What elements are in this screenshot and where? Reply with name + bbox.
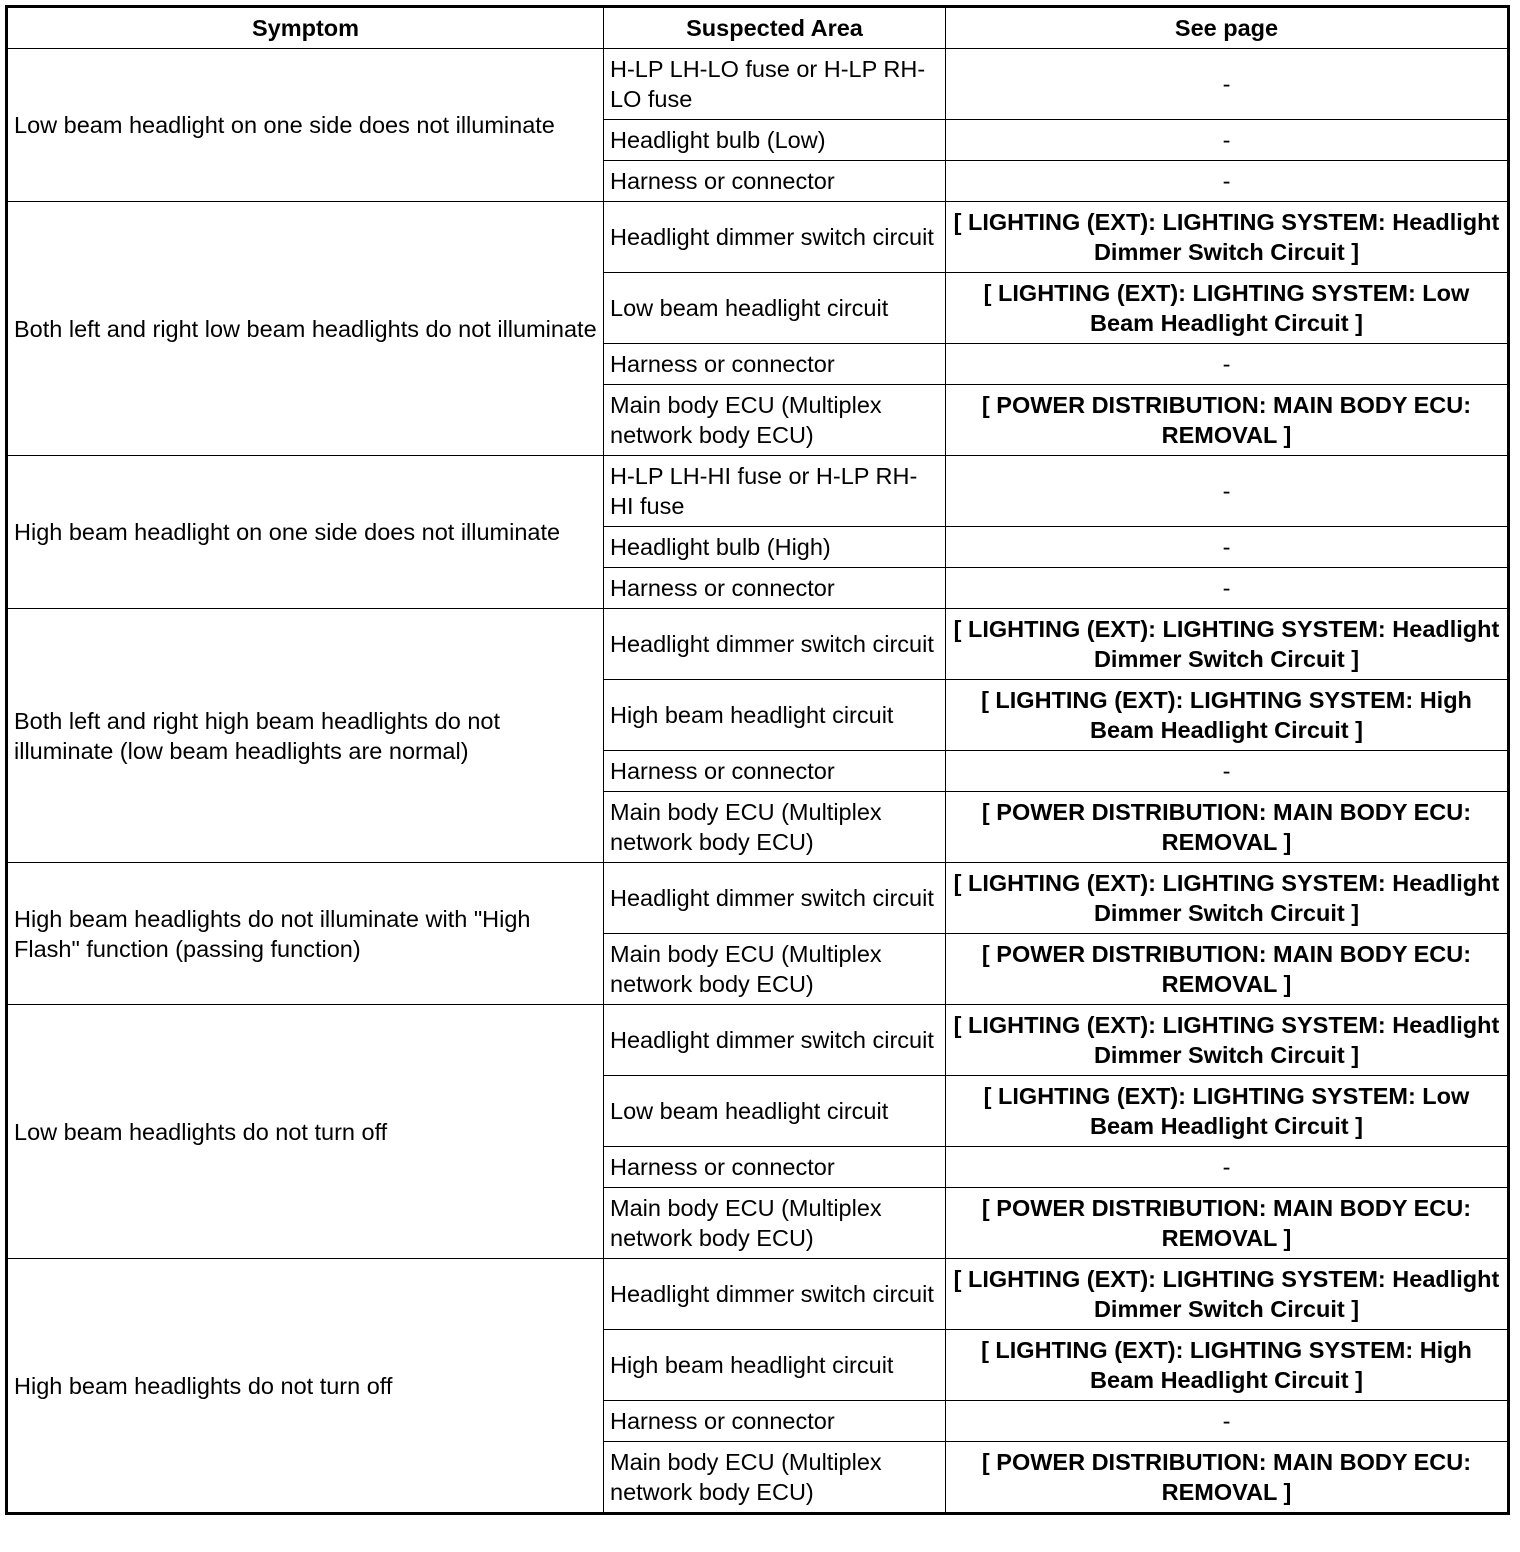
see-page-link[interactable]: [ LIGHTING (EXT): LIGHTING SYSTEM: Low Beam Headlight Circuit ] <box>946 273 1509 344</box>
suspected-area-cell: Low beam headlight circuit <box>604 1076 946 1147</box>
suspected-area-cell: Headlight dimmer switch circuit <box>604 609 946 680</box>
see-page-cell: - <box>946 120 1509 161</box>
see-page-cell: - <box>946 751 1509 792</box>
symptom-cell: Low beam headlight on one side does not illuminate <box>7 49 604 202</box>
suspected-area-cell: Main body ECU (Multiplex network body ECU) <box>604 385 946 456</box>
suspected-area-cell: High beam headlight circuit <box>604 680 946 751</box>
table-body <box>7 49 1509 1514</box>
suspected-area-cell: Main body ECU (Multiplex network body ECU) <box>604 934 946 1005</box>
suspected-area-cell: Headlight dimmer switch circuit <box>604 1005 946 1076</box>
see-page-cell: - <box>946 1401 1509 1442</box>
table-row <box>7 863 1509 934</box>
see-page-link[interactable]: [ LIGHTING (EXT): LIGHTING SYSTEM: Low Beam Headlight Circuit ] <box>946 1076 1509 1147</box>
header-suspected-area: Suspected Area <box>604 7 946 49</box>
header-symptom: Symptom <box>7 7 604 49</box>
suspected-area-cell: High beam headlight circuit <box>604 1330 946 1401</box>
see-page-cell: - <box>946 161 1509 202</box>
see-page-link[interactable]: [ POWER DISTRIBUTION: MAIN BODY ECU: REMOVAL ] <box>946 934 1509 1005</box>
suspected-area-cell: Main body ECU (Multiplex network body ECU) <box>604 792 946 863</box>
see-page-link[interactable]: [ POWER DISTRIBUTION: MAIN BODY ECU: REMOVAL ] <box>946 385 1509 456</box>
see-page-link[interactable]: [ LIGHTING (EXT): LIGHTING SYSTEM: High Beam Headlight Circuit ] <box>946 1330 1509 1401</box>
see-page-link[interactable]: [ LIGHTING (EXT): LIGHTING SYSTEM: Headlight Dimmer Switch Circuit ] <box>946 202 1509 273</box>
suspected-area-cell: Headlight dimmer switch circuit <box>604 202 946 273</box>
see-page-link[interactable]: [ LIGHTING (EXT): LIGHTING SYSTEM: Headlight Dimmer Switch Circuit ] <box>946 609 1509 680</box>
suspected-area-cell: Main body ECU (Multiplex network body ECU) <box>604 1188 946 1259</box>
table-row <box>7 1005 1509 1076</box>
table-row <box>7 456 1509 527</box>
suspected-area-cell: Main body ECU (Multiplex network body ECU) <box>604 1442 946 1514</box>
symptom-cell: High beam headlights do not turn off <box>7 1259 604 1514</box>
suspected-area-cell: Harness or connector <box>604 751 946 792</box>
table-row <box>7 49 1509 120</box>
see-page-link[interactable]: [ POWER DISTRIBUTION: MAIN BODY ECU: REMOVAL ] <box>946 1442 1509 1514</box>
table-row <box>7 1259 1509 1330</box>
see-page-cell: - <box>946 1147 1509 1188</box>
suspected-area-cell: Headlight bulb (Low) <box>604 120 946 161</box>
symptom-table <box>5 5 1510 1515</box>
suspected-area-cell: Harness or connector <box>604 1147 946 1188</box>
suspected-area-cell: Harness or connector <box>604 344 946 385</box>
see-page-link[interactable]: [ POWER DISTRIBUTION: MAIN BODY ECU: REMOVAL ] <box>946 1188 1509 1259</box>
suspected-area-cell: H-LP LH-HI fuse or H-LP RH-HI fuse <box>604 456 946 527</box>
suspected-area-cell: Headlight bulb (High) <box>604 527 946 568</box>
suspected-area-cell: Harness or connector <box>604 568 946 609</box>
suspected-area-cell: Harness or connector <box>604 1401 946 1442</box>
symptom-cell: High beam headlights do not illuminate with "High Flash" function (passing function) <box>7 863 604 1005</box>
see-page-link[interactable]: [ LIGHTING (EXT): LIGHTING SYSTEM: Headlight Dimmer Switch Circuit ] <box>946 1005 1509 1076</box>
symptom-cell: Both left and right high beam headlights do not illuminate (low beam headlights are normal) <box>7 609 604 863</box>
header-row <box>7 7 1509 49</box>
see-page-cell: - <box>946 568 1509 609</box>
see-page-cell: - <box>946 456 1509 527</box>
see-page-link[interactable]: [ LIGHTING (EXT): LIGHTING SYSTEM: Headlight Dimmer Switch Circuit ] <box>946 863 1509 934</box>
see-page-link[interactable]: [ LIGHTING (EXT): LIGHTING SYSTEM: Headlight Dimmer Switch Circuit ] <box>946 1259 1509 1330</box>
see-page-cell: - <box>946 49 1509 120</box>
see-page-cell: - <box>946 527 1509 568</box>
suspected-area-cell: Low beam headlight circuit <box>604 273 946 344</box>
symptom-cell: Low beam headlights do not turn off <box>7 1005 604 1259</box>
see-page-link[interactable]: [ POWER DISTRIBUTION: MAIN BODY ECU: REMOVAL ] <box>946 792 1509 863</box>
symptom-cell: High beam headlight on one side does not illuminate <box>7 456 604 609</box>
see-page-link[interactable]: [ LIGHTING (EXT): LIGHTING SYSTEM: High Beam Headlight Circuit ] <box>946 680 1509 751</box>
table-row <box>7 202 1509 273</box>
see-page-cell: - <box>946 344 1509 385</box>
suspected-area-cell: H-LP LH-LO fuse or H-LP RH-LO fuse <box>604 49 946 120</box>
suspected-area-cell: Headlight dimmer switch circuit <box>604 1259 946 1330</box>
header-see-page: See page <box>946 7 1509 49</box>
suspected-area-cell: Headlight dimmer switch circuit <box>604 863 946 934</box>
symptom-cell: Both left and right low beam headlights do not illuminate <box>7 202 604 456</box>
table-row <box>7 609 1509 680</box>
suspected-area-cell: Harness or connector <box>604 161 946 202</box>
